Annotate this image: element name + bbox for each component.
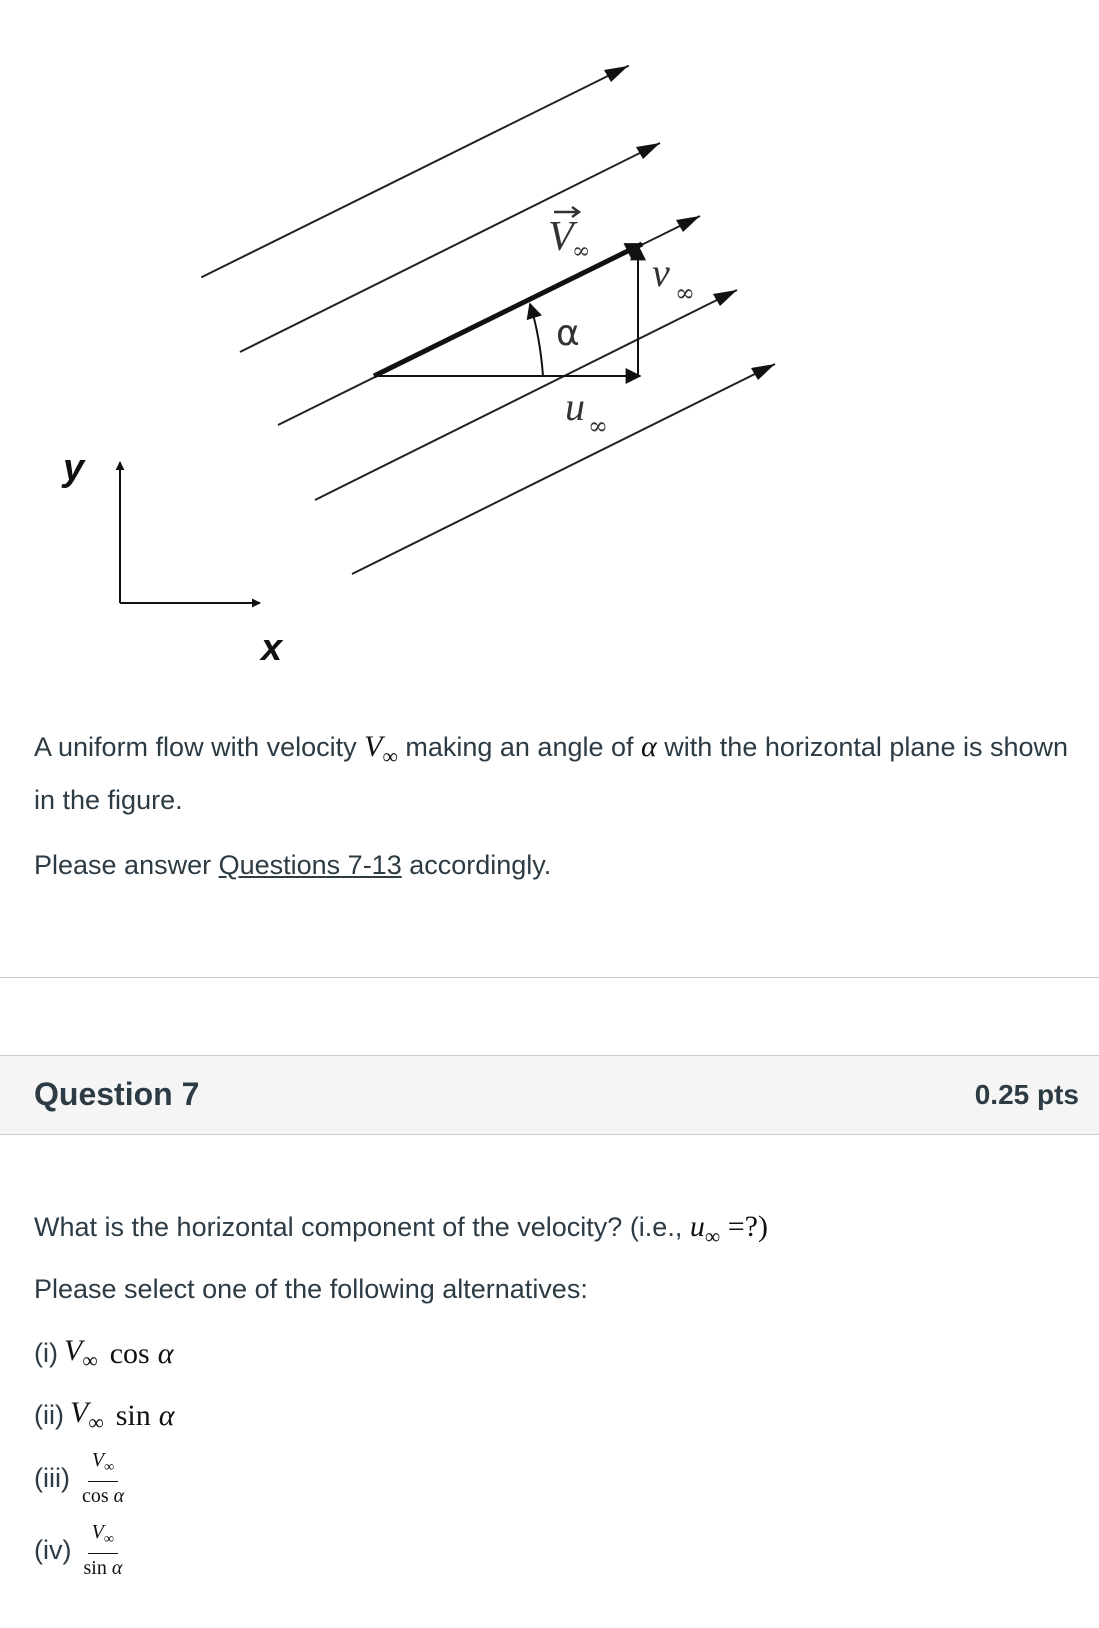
option-label: (iv) (34, 1534, 72, 1565)
option-iv[interactable] (34, 1520, 122, 1580)
intro-paragraph (34, 725, 1074, 822)
intro-text-b: making an angle of (397, 732, 642, 762)
u-label: u (565, 384, 585, 429)
flow-diagram (0, 0, 1099, 700)
intro-paragraph-2 (34, 844, 1074, 887)
prompt-tail: =?) (720, 1210, 768, 1243)
intro-var-alpha: α (641, 730, 657, 763)
option-ii[interactable]: (ii) $V_\infty$ sin α (34, 1396, 175, 1435)
streamline-5 (352, 364, 775, 574)
question-header (0, 1055, 1099, 1135)
y-axis-label: y (63, 447, 85, 489)
option-i[interactable]: (i) $V_\infty$ cos α (34, 1334, 174, 1373)
option-fraction: $\frac{V_\infty}{\text{cos α}}$ (81, 1449, 125, 1508)
intro-para2-a: Please answer (34, 849, 219, 880)
angle-label: α (556, 313, 580, 354)
figure-labels (548, 207, 695, 440)
question-points: 0.25 pts (974, 1079, 1079, 1110)
question-title: Question 7 (34, 1076, 200, 1112)
intro-text-c: with the horizontal plane is shown in the figure. (34, 732, 1069, 815)
option-label: (ii) (34, 1400, 64, 1431)
option-iii[interactable] (34, 1448, 124, 1508)
v-label-sub: ∞ (675, 279, 695, 307)
intro-var-v: $V_\infty$ (364, 730, 398, 769)
streamline-4 (315, 290, 737, 500)
option-label: (iii) (34, 1462, 70, 1493)
vector-label: V (548, 214, 574, 260)
question-prompt: What is the horizontal component of the velocity? (i.e., $u_\infty$ =?) (34, 1210, 768, 1249)
section-divider (0, 977, 1099, 978)
vector-label-sub: ∞ (572, 239, 591, 264)
option-fraction: $\frac{V_\infty}{\text{sin α}}$ (83, 1521, 123, 1580)
v-label: v (652, 250, 670, 295)
questions-link[interactable]: Questions 7-13 (218, 849, 402, 880)
question-instruction: Please select one of the following alternatives: (34, 1274, 588, 1304)
streamline-2 (240, 143, 660, 352)
u-label-sub: ∞ (588, 412, 608, 440)
intro-para2-b: accordingly. (401, 849, 552, 880)
intro-text-a: A uniform flow with velocity (34, 732, 365, 762)
angle-arc (530, 304, 543, 376)
intro-text (34, 725, 1074, 887)
prompt-var-u: $u_\infty$ (689, 1210, 721, 1249)
coordinate-axes (61, 447, 284, 669)
x-axis-label: x (261, 627, 283, 669)
option-label: (i) (34, 1338, 58, 1369)
